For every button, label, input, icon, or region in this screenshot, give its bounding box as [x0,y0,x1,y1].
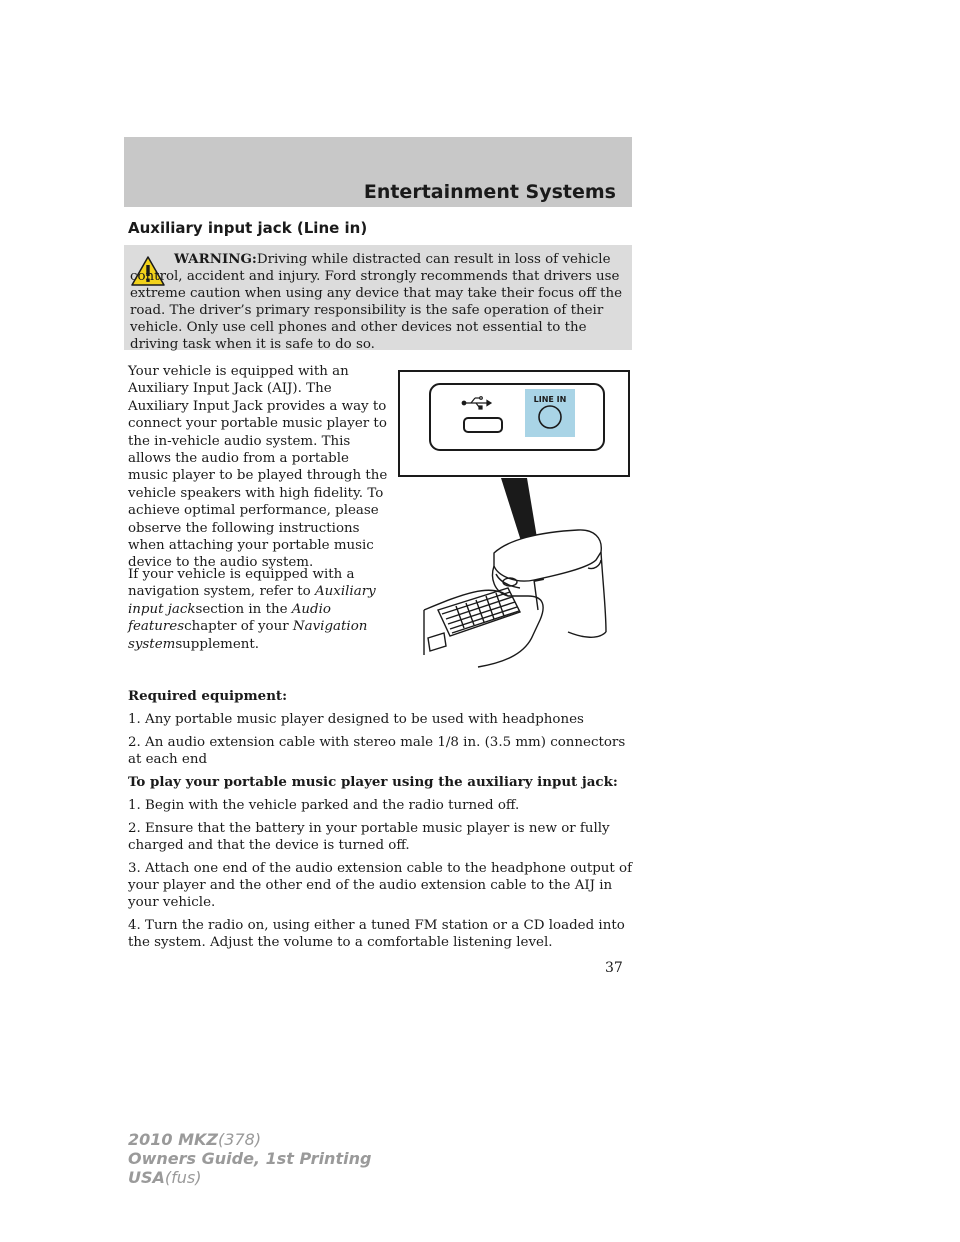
nav-text-4: supplement. [175,636,260,652]
warning-text [130,251,630,353]
footer-line-1 [128,1130,371,1149]
warning-label: WARNING: [174,251,257,267]
navigation-note [128,566,390,653]
footer-market: USA [128,1168,165,1187]
warning-box [124,245,632,350]
nav-text-3: chapter of your [184,619,289,635]
usb-port [464,418,502,432]
section-title: Auxiliary input jack (Line in) [128,219,368,237]
required-heading: Required equipment: [128,688,288,704]
play-step-2: 2. Ensure that the battery in your portable music player is new or fully charged and that the device is turned off. [128,821,610,853]
play-heading: To play your portable music player using the auxiliary input jack: [128,774,618,790]
footer-line-2: Owners Guide, 1st Printing [128,1149,372,1168]
footer-model-code: (378) [218,1130,262,1149]
instructions [128,688,638,957]
footer-model: 2010 MKZ [128,1130,219,1149]
footer-market-code: (fus) [164,1168,202,1187]
warning-body: Driving while distracted can result in loss of vehicle control, accident and injury. Ford strongly recommends that drivers use extreme caution when using any device that may take their focus off the road. The driver’s primary responsibility is the safe operation of their vehicle. Only use cell phones and other devices not essential to the driving task when it is safe to do so. [130,252,623,352]
aux-jack-illustration [398,370,630,670]
footer [128,1130,371,1187]
play-step-4: 4. Turn the radio on, using either a tuned FM station or a CD loaded into the system. Adjust the volume to a comfortable listening level. [128,918,625,950]
nav-ref-navigation-system: Navigation system [128,619,368,652]
nav-ref-aux-jack: Auxiliary input jack [128,584,376,617]
required-item-1: 1. Any portable music player designed to be used with headphones [128,712,584,727]
nav-ref-audio-features: Audio features [128,601,331,635]
header-band [124,137,632,207]
intro-paragraph: Your vehicle is equipped with an Auxiliary Input Jack (AIJ). The Auxiliary Input Jack provides a way to connect your portable music player to the in-vehicle audio system. This allows the audio from a portable music player to be played through the vehicle speakers with high fidelity. To achieve optimal performance, please observe the following instructions when attaching your portable music device to the audio system. [128,364,388,571]
page-number: 37 [605,960,623,976]
footer-line-3 [128,1168,371,1187]
nav-text-2: section in the [195,601,288,617]
play-step-1: 1. Begin with the vehicle parked and the radio turned off. [128,798,520,813]
chapter-title: Entertainment Systems [363,181,616,203]
required-item-2: 2. An audio extension cable with stereo male 1/8 in. (3.5 mm) connectors at each end [128,735,626,767]
nav-text-1: If your vehicle is equipped with a navigation system, refer to [128,567,355,600]
line-in-label: LINE IN [533,395,567,404]
play-step-3: 3. Attach one end of the audio extension cable to the headphone output of your player and the other end of the audio extension cable to the AIJ in your vehicle. [128,861,633,910]
